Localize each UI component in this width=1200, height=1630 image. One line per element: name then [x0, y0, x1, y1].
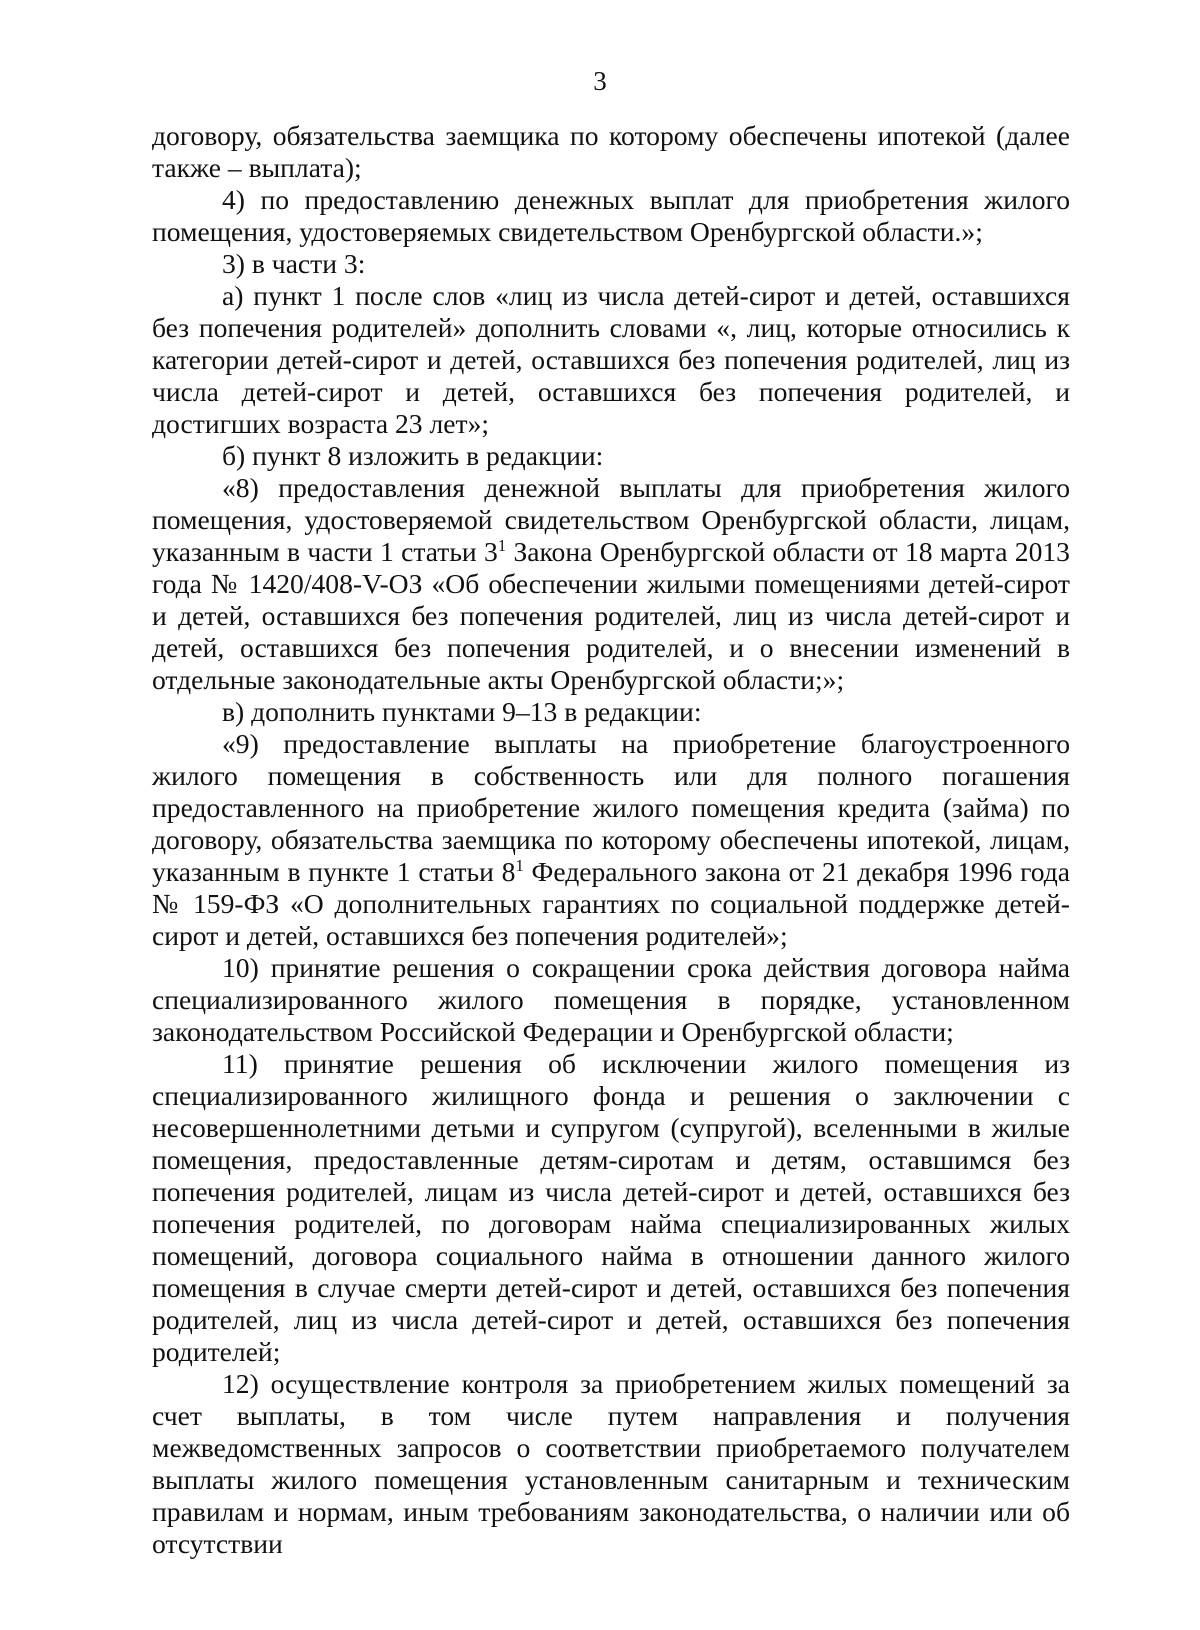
paragraph-part-3: 3) в части 3: — [222, 248, 366, 279]
paragraph-subitem-b: б) пункт 8 изложить в редакции: — [222, 440, 604, 471]
paragraph-subitem-a: а) пункт 1 после слов «лиц из числа детей-сирот и детей, оставшихся без попечения родителей» дополнить словами «, лиц, которые относились к категории детей-сирот и детей, оставшихся без попечения родителей, лиц из числа детей-сирот и детей, оставшихся без попечения родителей, и достигших возраста 23 лет»; — [152, 280, 1070, 439]
paragraph-item-9 — [152, 728, 1070, 952]
document-body — [152, 120, 1070, 1560]
item-8-text-2: Закона Оренбургской области от 18 марта 2013 года № 1420/408-V-ОЗ «Об обеспечении жилыми помещениями детей-сирот и детей, оставшихся без попечения родителей, лиц из числа детей-сирот и детей, оставшихся без попечения родителей, и о внесении изменений в отдельные законодательные акты Оренбургской области;»; — [152, 536, 1070, 695]
paragraph-item-4: 4) по предоставлению денежных выплат для приобретения жилого помещения, удостоверяемых свидетельством Оренбургской области.»; — [152, 184, 1070, 247]
paragraph-item-12: 12) осуществление контроля за приобретением жилых помещений за счет выплаты, в том числе путем направления и получения межведомственных запросов о соответствии приобретаемого получателем выплаты жилого помещения установленным санитарным и техническим правилам и нормам, иным требованиям законодательства, о наличии или об отсутствии — [152, 1368, 1070, 1559]
item-9-superscript: 1 — [515, 855, 524, 875]
paragraph-item-8 — [152, 472, 1070, 696]
paragraph-item-10: 10) принятие решения о сокращении срока действия договора найма специализированного жилого помещения в порядке, установленном законодательством Российской Федерации и Оренбургской области; — [152, 952, 1070, 1047]
item-8-text-1: «8) предоставления денежной выплаты для приобретения жилого помещения, удостоверяемой свидетельством Оренбургской области, лицам, указанным в части 1 статьи 3 — [152, 472, 1070, 567]
paragraph-continuation: договору, обязательства заемщика по которому обеспечены ипотекой (далее также – выплата); — [152, 120, 1070, 183]
item-9-text-1: «9) предоставление выплаты на приобретение благоустроенного жилого помещения в собственность или для полного погашения предоставленного на приобретение жилого помещения кредита (займа) по договору, обязательства заемщика по которому обеспечены ипотекой, лицам, указанным в пункте 1 статьи 8 — [152, 728, 1070, 887]
paragraph-item-11: 11) принятие решения об исключении жилого помещения из специализированного жилищного фонда и решения о заключении с несовершеннолетними детьми и супругом (супругой), вселенными в жилые помещения, предоставленные детям-сиротам и детям, оставшимся без попечения родителей, лицам из числа детей-сирот и детей, оставшихся без попечения родителей, по договорам найма специализированных жилых помещений, договора социального найма в отношении данного жилого помещения в случае смерти детей-сирот и детей, оставшихся без попечения родителей, лиц из числа детей-сирот и детей, оставшихся без попечения родителей; — [152, 1048, 1070, 1367]
page-number: 3 — [593, 66, 607, 96]
item-8-superscript: 1 — [497, 535, 507, 555]
item-9-text-2: Федерального закона от 21 декабря 1996 года № 159-ФЗ «О дополнительных гарантиях по социальной поддержке детей-сирот и детей, оставшихся без попечения родителей»; — [152, 856, 1070, 951]
paragraph-subitem-v: в) дополнить пунктами 9–13 в редакции: — [222, 696, 702, 727]
